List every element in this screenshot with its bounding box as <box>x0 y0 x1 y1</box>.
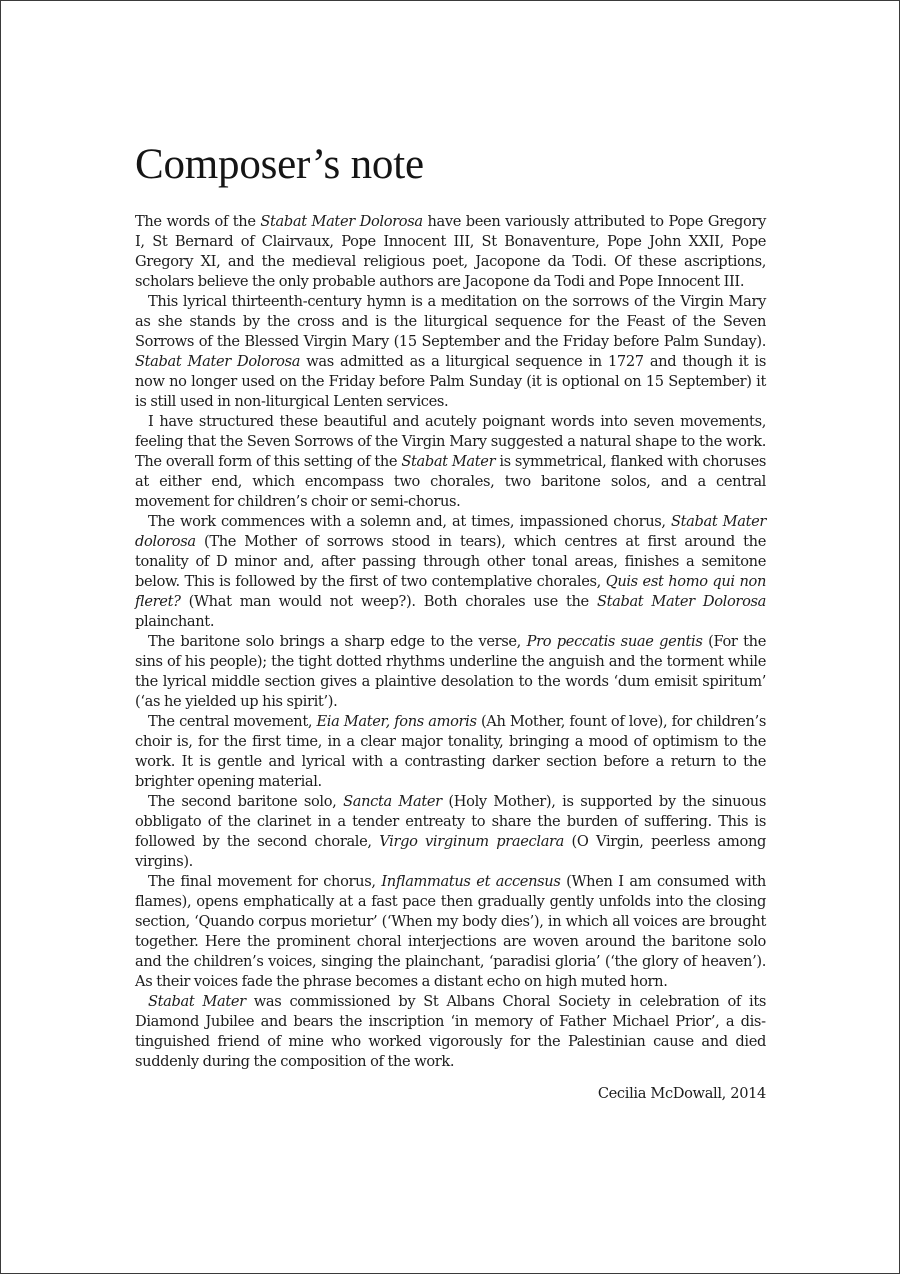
italic-title: Stabat Mater Dolorosa <box>135 353 301 370</box>
signature: Cecilia McDowall, 2014 <box>597 1085 766 1102</box>
text-run: was admitted as a liturgical sequence in 1727 and though it is now no longer used on the Friday before Palm Sunday (it is optional on 15 September) it is still used in non-liturgical Lenten services. <box>135 353 766 410</box>
italic-title: Virgo virginum praeclara <box>379 833 565 850</box>
text-run: This lyrical thirteenth-century hymn is a meditation on the sorrows of the Virgin Mary as she stands by the cross and is the liturgical sequence for the Feast of the Seven Sorrows of the Blessed Virgin Mary (15 September and the Friday before Palm Sunday). <box>135 293 766 350</box>
paragraph-1 <box>135 212 766 292</box>
italic-title: Sancta Mater <box>343 793 442 810</box>
text-run: (Holy Mother), is supported by the sinuous obbligato of the clarinet in a tender entreaty to share the burden of suffering. This is followed by the second chorale, <box>135 793 766 850</box>
italic-title: Inflammatus et accensus <box>381 873 561 890</box>
italic-title: Stabat Mater <box>401 453 496 470</box>
text-run: (What man would not weep?). Both chorales use the <box>180 593 597 610</box>
paragraph-4 <box>135 512 766 632</box>
text-run: The final movement for chorus, <box>148 873 382 890</box>
text-run: The work commences with a solemn and, at times, impassioned chorus, <box>148 513 671 530</box>
text-run: The baritone solo brings a sharp edge to the verse, <box>148 633 527 650</box>
text-run: The second baritone solo, <box>148 793 344 810</box>
paragraph-3 <box>135 412 766 512</box>
text-run: (When I am consumed with flames), opens emphatically at a fast pace then gradually gently unfolds into the closing section, ‘Quando corpus morietur’ (‘When my body dies’), in which all voices are brought together. Here the prominent choral interjections are woven around the baritone solo and the children’s voices, singing the plainchant, ‘paradisi gloria’ (‘the glory of heaven’). As their voices fade the phrase becomes a distant echo on high muted horn. <box>135 873 766 990</box>
text-run: I have structured these beautiful and acutely poignant words into seven movements, feeling that the Seven Sorrows of the Virgin Mary suggested a natural shape to the work. The overall form of this setting of the <box>135 413 766 470</box>
italic-title: Stabat Mater Dolorosa <box>596 593 766 610</box>
paragraph-8 <box>135 872 766 992</box>
text-run: (O Virgin, peerless among virgins). <box>135 833 766 870</box>
paragraph-5 <box>135 632 766 712</box>
italic-title: Quis est homo qui non fleret? <box>135 573 767 610</box>
text-run: (For the sins of his people); the tight dotted rhythms underline the anguish and the torment while the lyrical middle section gives a plaintive desolation to the words ‘dum emisit spiritum’ (‘as he yielded up his spirit’). <box>135 633 766 710</box>
italic-title: Stabat Mater <box>148 993 246 1010</box>
italic-title: Pro peccatis suae gentis <box>526 633 703 650</box>
paragraph-9 <box>135 992 766 1072</box>
page-title: Composer’s note <box>135 141 424 188</box>
text-run: was commissioned by St Albans Choral Society in celebration of its Diamond Jubilee and bears the inscription ‘in memory of Father Michael Prior’, a distinguished friend of mine who worked vigorously for the Palestinian cause and died suddenly during the composition of the work. <box>135 993 766 1070</box>
paragraph-2 <box>135 292 766 412</box>
paragraph-7 <box>135 792 766 872</box>
paragraph-6 <box>135 712 766 792</box>
text-run: have been variously attributed to Pope Gregory I, St Bernard of Clairvaux, Pope Innocent III, St Bonaventure, Pope John XXII, Pope Gregory XI, and the medieval religious poet, Jacopone da Todi. Of these ascriptions, scholars believe the only probable authors are Jacopone da Todi and Pope Innocent III. <box>135 213 766 290</box>
page-content <box>135 141 766 1104</box>
text-run: The central movement, <box>148 713 317 730</box>
text-run: plainchant. <box>135 613 215 630</box>
text-run: The words of the <box>135 213 261 230</box>
italic-title: Stabat Mater Dolorosa <box>260 213 423 230</box>
note-body <box>135 212 766 1072</box>
text-run: is symmetrical, flanked with choruses at either end, which encompass two chorales, two baritone solos, and a central movement for children’s choir or semi-chorus. <box>135 453 766 510</box>
text-run: (The Mother of sorrows stood in tears), which centres at first around the tonality of D minor and, after passing through other tonal areas, finishes a semitone below. This is followed by the first of two contemplative chorales, <box>135 533 766 590</box>
text-run: (Ah Mother, fount of love), for children’s choir is, for the first time, in a clear major tonality, bringing a mood of optimism to the work. It is gentle and lyrical with a contrasting darker section before a return to the brighter opening material. <box>135 713 767 790</box>
italic-title: Eia Mater, fons amoris <box>316 713 477 730</box>
italic-title: Stabat Mater dolorosa <box>135 513 766 550</box>
